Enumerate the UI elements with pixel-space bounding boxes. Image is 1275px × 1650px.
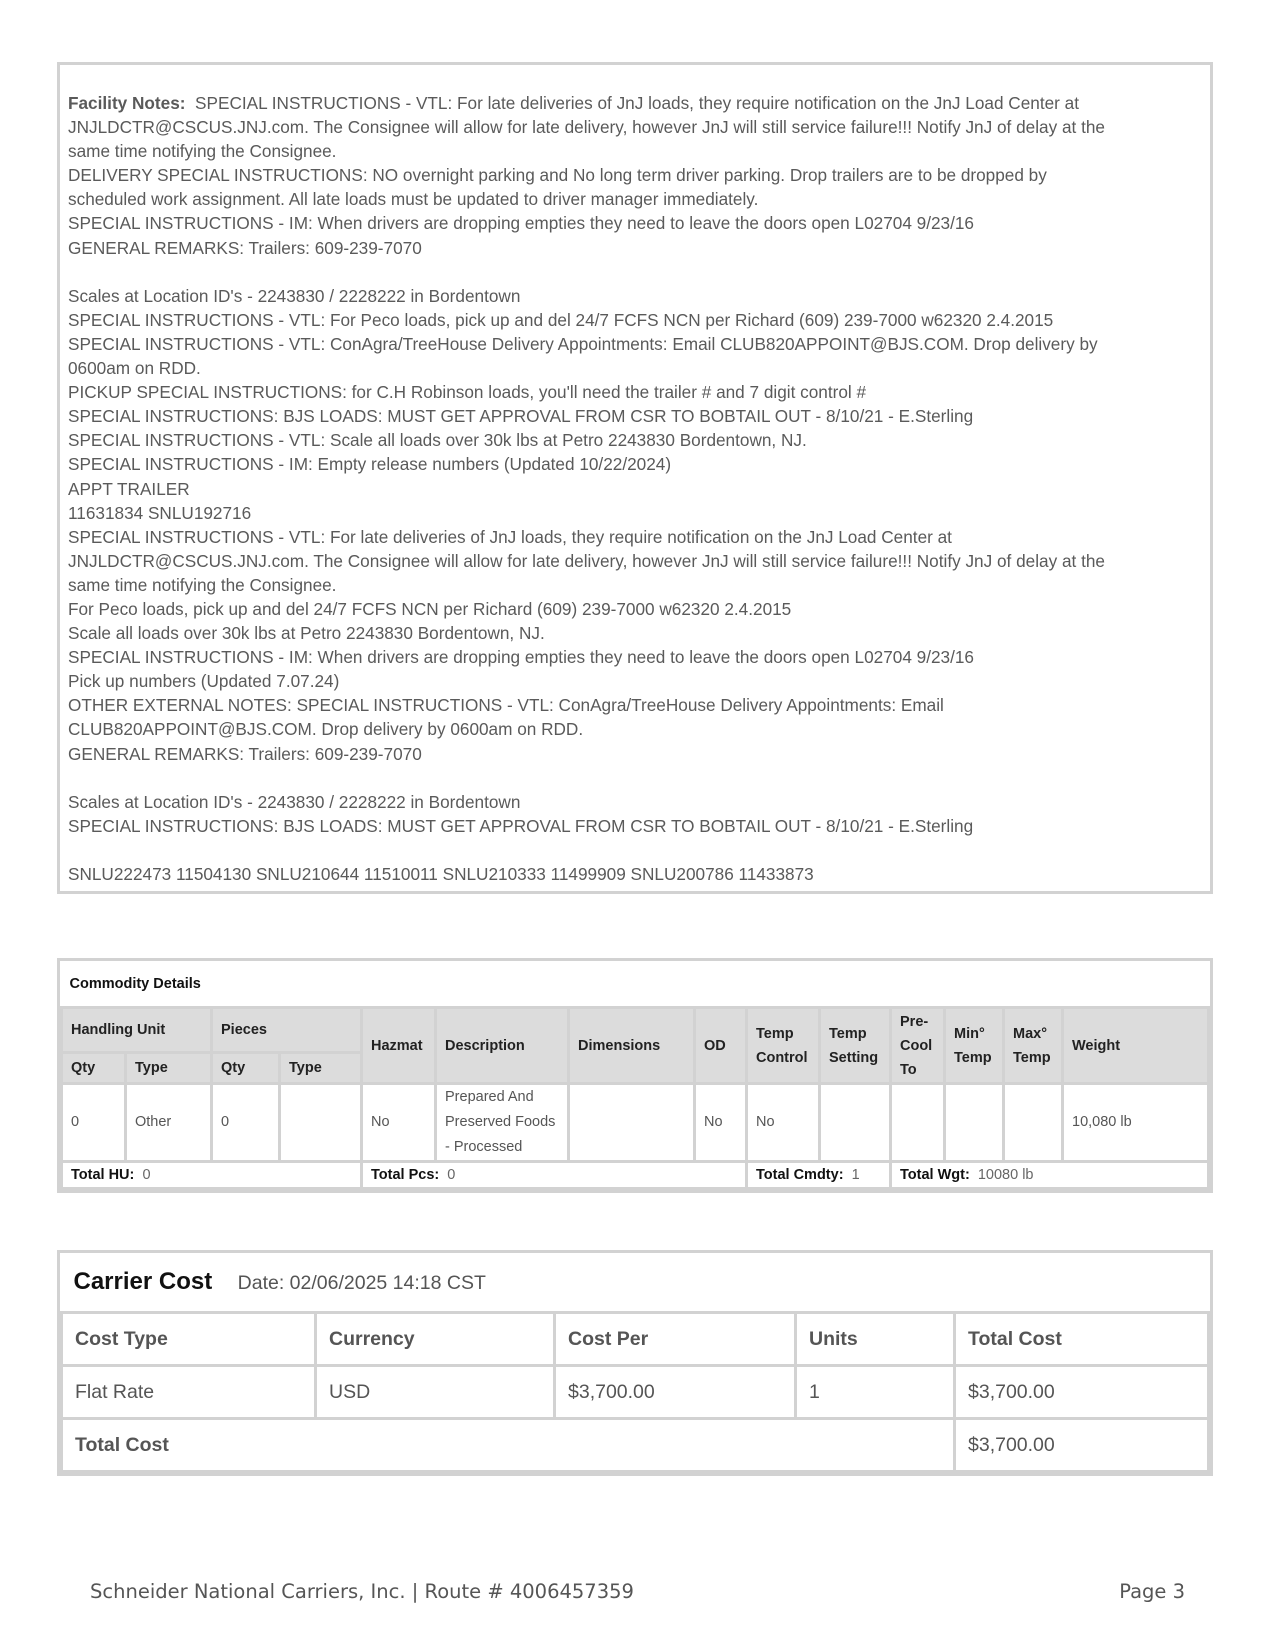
notes-line [68, 380, 1202, 404]
description-header: Description [436, 1008, 569, 1084]
notes-line-text: OTHER EXTERNAL NOTES: SPECIAL INSTRUCTIONS - VTL: ConAgra/TreeHouse Delivery Appointments: Email [68, 695, 944, 716]
total-hu [62, 1162, 362, 1189]
hazmat-header: Hazmat [362, 1008, 436, 1084]
pieces-header: Pieces [212, 1008, 362, 1053]
facility-notes-label: Facility Notes: [68, 93, 186, 113]
notes-line-text: Scale all loads over 30k lbs at Petro 2243830 Bordentown, NJ. [68, 623, 545, 644]
notes-line-text: CLUB820APPOINT@BJS.COM. Drop delivery by 0600am on RDD. [68, 719, 584, 740]
dimensions-header: Dimensions [569, 1008, 695, 1084]
notes-line [68, 501, 1202, 525]
notes-line [68, 284, 1202, 308]
carrier-cost-header [62, 1253, 1209, 1313]
notes-blank-line [68, 260, 1202, 284]
hazmat-cell: No [362, 1084, 436, 1162]
pcs-type-cell [280, 1084, 362, 1162]
od-cell: No [695, 1084, 747, 1162]
notes-line [68, 332, 1202, 356]
pre-cool-cell [891, 1084, 945, 1162]
total-hu-label: Total HU: [71, 1167, 135, 1183]
notes-line [68, 308, 1202, 332]
notes-blank-line [68, 766, 1202, 790]
units-header: Units [796, 1313, 955, 1366]
facility-notes-box [57, 62, 1213, 894]
temp-setting-header: Temp Setting [820, 1008, 891, 1084]
total-cost-row [62, 1419, 1209, 1472]
footer-company-route: Schneider National Carriers, Inc. | Route # 4006457359 [90, 1580, 634, 1603]
units-cell: 1 [796, 1366, 955, 1419]
notes-line [68, 597, 1202, 621]
notes-blank-line [68, 838, 1202, 862]
page-footer [90, 1580, 1185, 1603]
carrier-cost-table [60, 1253, 1210, 1473]
notes-line-text: JNJLDCTR@CSCUS.JNJ.com. The Consignee will allow for late delivery, however JnJ will still service failure!!! Notify JnJ of delay at the [68, 117, 1105, 138]
notes-line-text: same time notifying the Consignee. [68, 141, 337, 162]
pcs-qty-cell: 0 [212, 1084, 280, 1162]
total-cmdty [747, 1162, 891, 1189]
total-cost-label: Total Cost [62, 1419, 955, 1472]
dimensions-cell [569, 1084, 695, 1162]
commodity-details-section [57, 958, 1213, 1193]
od-header: OD [695, 1008, 747, 1084]
notes-line-text: Scales at Location ID's - 2243830 / 2228222 in Bordentown [68, 285, 521, 306]
notes-line-text: Scales at Location ID's - 2243830 / 2228222 in Bordentown [68, 791, 521, 812]
totals-row [62, 1162, 1209, 1189]
notes-line [68, 115, 1202, 139]
notes-line-text: SPECIAL INSTRUCTIONS - VTL: ConAgra/TreeHouse Delivery Appointments: Email CLUB820APPOINT@BJS.COM. Drop delivery by [68, 333, 1098, 354]
notes-line-text: SPECIAL INSTRUCTIONS - VTL: For late deliveries of JnJ loads, they require notification on the JnJ Load Center at [68, 526, 952, 547]
notes-line-text: SPECIAL INSTRUCTIONS - IM: Empty release numbers (Updated 10/22/2024) [68, 454, 672, 475]
notes-line-text: GENERAL REMARKS: Trailers: 609-239-7070 [68, 743, 422, 764]
notes-line [68, 621, 1202, 645]
notes-line-text: scheduled work assignment. All late loads must be updated to driver manager immediately. [68, 189, 759, 210]
notes-line [68, 862, 1202, 886]
notes-line [68, 645, 1202, 669]
notes-line [68, 211, 1202, 235]
table-row [62, 1366, 1209, 1419]
notes-line-text: For Peco loads, pick up and del 24/7 FCFS NCN per Richard (609) 239-7000 w62320 2.4.2015 [68, 598, 792, 619]
pre-cool-header: Pre-Cool To [891, 1008, 945, 1084]
description-cell: Prepared And Preserved Foods - Processed [436, 1084, 569, 1162]
notes-line-text: 11631834 SNLU192716 [68, 502, 252, 523]
max-temp-cell [1004, 1084, 1063, 1162]
table-row [62, 1084, 1209, 1162]
notes-line [68, 404, 1202, 428]
notes-line-text: SPECIAL INSTRUCTIONS - VTL: For late deliveries of JnJ loads, they require notification on the JnJ Load Center at [195, 93, 1080, 113]
handling-unit-header: Handling Unit [62, 1008, 212, 1053]
total-wgt [891, 1162, 1209, 1189]
hu-qty-cell: 0 [62, 1084, 126, 1162]
commodity-table [60, 961, 1210, 1190]
temp-control-header: Temp Control [747, 1008, 820, 1084]
weight-header: Weight [1063, 1008, 1209, 1084]
currency-header: Currency [316, 1313, 555, 1366]
notes-line [68, 814, 1202, 838]
notes-line [68, 428, 1202, 452]
total-cmdty-label: Total Cmdty: [756, 1167, 844, 1183]
total-wgt-label: Total Wgt: [900, 1167, 970, 1183]
notes-line [68, 452, 1202, 476]
total-pcs [362, 1162, 747, 1189]
notes-line [68, 742, 1202, 766]
pcs-qty-header: Qty [212, 1053, 280, 1084]
temp-setting-cell [820, 1084, 891, 1162]
min-temp-header: Min° Temp [945, 1008, 1004, 1084]
notes-line-text: Pick up numbers (Updated 7.07.24) [68, 671, 340, 692]
carrier-cost-section [57, 1250, 1213, 1476]
cost-per-cell: $3,700.00 [555, 1366, 796, 1419]
notes-line-text: SPECIAL INSTRUCTIONS - IM: When drivers are dropping empties they need to leave the doors open L02704 9/23/16 [68, 213, 974, 234]
cost-type-header: Cost Type [62, 1313, 316, 1366]
notes-line [68, 139, 1202, 163]
max-temp-header: Max° Temp [1004, 1008, 1063, 1084]
total-cost-cell: $3,700.00 [955, 1366, 1209, 1419]
total-pcs-value: 0 [447, 1167, 456, 1183]
notes-line-text: same time notifying the Consignee. [68, 574, 337, 595]
notes-line-text: 0600am on RDD. [68, 358, 201, 379]
notes-line-text: APPT TRAILER [68, 478, 190, 499]
total-hu-value: 0 [142, 1167, 151, 1183]
notes-line-text: PICKUP SPECIAL INSTRUCTIONS: for C.H Robinson loads, you'll need the trailer # and 7 digit control # [68, 382, 867, 403]
total-cost-header: Total Cost [955, 1313, 1209, 1366]
hu-type-header: Type [126, 1053, 212, 1084]
cost-type-cell: Flat Rate [62, 1366, 316, 1419]
notes-line-text: SNLU222473 11504130 SNLU210644 11510011 SNLU210333 11499909 SNLU200786 11433873 [68, 864, 814, 884]
carrier-cost-title: Carrier Cost [73, 1268, 213, 1295]
notes-line-text: DELIVERY SPECIAL INSTRUCTIONS: NO overnight parking and No long term driver parking. Drop trailers are to be dropped by [68, 165, 1047, 186]
notes-line [68, 356, 1202, 380]
pcs-type-header: Type [280, 1053, 362, 1084]
currency-cell: USD [316, 1366, 555, 1419]
temp-control-cell: No [747, 1084, 820, 1162]
notes-line-text: SPECIAL INSTRUCTIONS: BJS LOADS: MUST GET APPROVAL FROM CSR TO BOBTAIL OUT - 8/10/21 - E.Sterling [68, 815, 974, 836]
notes-line [68, 525, 1202, 549]
hu-qty-header: Qty [62, 1053, 126, 1084]
commodity-title: Commodity Details [62, 961, 1209, 1008]
notes-line [68, 693, 1202, 717]
notes-line [68, 549, 1202, 573]
notes-line [68, 163, 1202, 187]
notes-line [68, 91, 1202, 115]
notes-line-text: SPECIAL INSTRUCTIONS - IM: When drivers are dropping empties they need to leave the doors open L02704 9/23/16 [68, 647, 974, 668]
total-pcs-label: Total Pcs: [371, 1167, 440, 1183]
notes-line [68, 236, 1202, 260]
notes-line [68, 717, 1202, 741]
hu-type-cell: Other [126, 1084, 212, 1162]
notes-line-text: JNJLDCTR@CSCUS.JNJ.com. The Consignee will allow for late delivery, however JnJ will still service failure!!! Notify JnJ of delay at the [68, 550, 1105, 571]
min-temp-cell [945, 1084, 1004, 1162]
notes-line-text: GENERAL REMARKS: Trailers: 609-239-7070 [68, 237, 422, 258]
notes-line [68, 669, 1202, 693]
total-wgt-value: 10080 lb [977, 1167, 1034, 1183]
cost-per-header: Cost Per [555, 1313, 796, 1366]
notes-line [68, 187, 1202, 211]
notes-line-text: SPECIAL INSTRUCTIONS - VTL: Scale all loads over 30k lbs at Petro 2243830 Bordentown, NJ. [68, 430, 807, 451]
notes-line [68, 573, 1202, 597]
notes-line [68, 477, 1202, 501]
carrier-cost-date: Date: 02/06/2025 14:18 CST [237, 1272, 486, 1294]
weight-cell: 10,080 lb [1063, 1084, 1209, 1162]
notes-line [68, 790, 1202, 814]
notes-line-text: SPECIAL INSTRUCTIONS: BJS LOADS: MUST GET APPROVAL FROM CSR TO BOBTAIL OUT - 8/10/21 - E.Sterling [68, 406, 974, 427]
total-cost-value: $3,700.00 [955, 1419, 1209, 1472]
page-number: Page 3 [1119, 1580, 1185, 1603]
notes-line-text: SPECIAL INSTRUCTIONS - VTL: For Peco loads, pick up and del 24/7 FCFS NCN per Richard (609) 239-7000 w62320 2.4.2015 [68, 309, 1054, 330]
total-cmdty-value: 1 [851, 1167, 860, 1183]
